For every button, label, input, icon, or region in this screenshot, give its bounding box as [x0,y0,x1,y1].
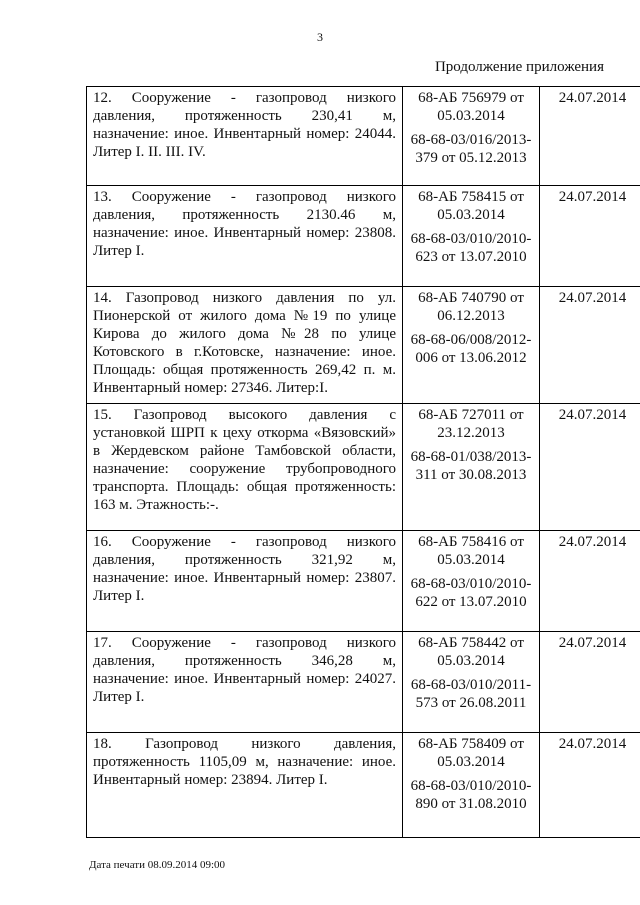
entry-date: 24.07.2014 [540,733,640,838]
table-row [87,287,640,404]
object-description: 17. Сооружение - газопровод низкого давления, протяженность 346,28 м, назначение: иное. Инвентарный номер: 24027. Литер I. [87,632,403,733]
page-number: 3 [317,30,323,44]
certificate-number: 68-АБ 758442 от 05.03.2014 [418,635,524,669]
registration-cell [403,531,540,632]
registration-record: 68-68-01/038/2013-311 от 30.08.2013 [410,449,532,483]
registration-record: 68-68-03/010/2010-890 от 31.08.2010 [410,778,532,812]
registration-cell [403,404,540,531]
entry-date: 24.07.2014 [540,87,640,186]
registration-record: 68-68-03/016/2013-379 от 05.12.2013 [410,132,532,166]
table-row [87,531,640,632]
registration-cell [403,186,540,287]
table-row [87,87,640,186]
object-description: 13. Сооружение - газопровод низкого давления, протяженность 2130.46 м, назначение: иное. Инвентарный номер: 23808. Литер I. [87,186,403,287]
continuation-heading: Продолжение приложения [434,59,604,75]
registration-cell [403,287,540,404]
object-description: 14. Газопровод низкого давления по ул. Пионерской от жилого дома №19 по улице Кирова до жилого дома №28 по улице Котовского в г.Котовске, назначение: иное. Площадь: общая протяженность 269,42 п. м. Инвентарный номер: 27346. Литер:I. [87,287,403,404]
registration-cell [403,87,540,186]
registration-record: 68-68-03/010/2010-623 от 13.07.2010 [410,231,532,265]
certificate-number: 68-АБ 758415 от 05.03.2014 [418,189,524,223]
registration-record: 68-68-03/010/2011-573 от 26.08.2011 [410,677,532,711]
entry-date: 24.07.2014 [540,531,640,632]
certificate-number: 68-АБ 740790 от 06.12.2013 [418,290,524,324]
entry-date: 24.07.2014 [540,186,640,287]
entry-date: 24.07.2014 [540,287,640,404]
registration-cell [403,632,540,733]
object-description: 18. Газопровод низкого давления, протяженность 1105,09 м, назначение: иное. Инвентарный номер: 23894. Литер I. [87,733,403,838]
print-date: Дата печати 08.09.2014 09:00 [89,859,226,871]
property-registry-table [86,86,640,838]
table-row [87,186,640,287]
registration-record: 68-68-03/010/2010-622 от 13.07.2010 [410,576,532,610]
registration-cell [403,733,540,838]
object-description: 12. Сооружение - газопровод низкого давления, протяженность 230,41 м, назначение: иное. Инвентарный номер: 24044. Литер I. II. III. IV. [87,87,403,186]
certificate-number: 68-АБ 758409 от 05.03.2014 [418,736,524,770]
registration-record: 68-68-06/008/2012-006 от 13.06.2012 [410,332,532,366]
certificate-number: 68-АБ 756979 от 05.03.2014 [418,90,524,124]
certificate-number: 68-АБ 758416 от 05.03.2014 [418,534,524,568]
object-description: 15. Газопровод высокого давления с установкой ШРП к цеху откорма «Вязовский» в Жердевском районе Тамбовской области, назначение: сооружение трубопроводного транспорта. Площадь: общая протяженность: 163 м. Этажность:-. [87,404,403,531]
certificate-number: 68-АБ 727011 от 23.12.2013 [418,407,524,441]
entry-date: 24.07.2014 [540,404,640,531]
table-row [87,404,640,531]
table-row [87,632,640,733]
table-row [87,733,640,838]
entry-date: 24.07.2014 [540,632,640,733]
object-description: 16. Сооружение - газопровод низкого давления, протяженность 321,92 м, назначение: иное. Инвентарный номер: 23807. Литер I. [87,531,403,632]
